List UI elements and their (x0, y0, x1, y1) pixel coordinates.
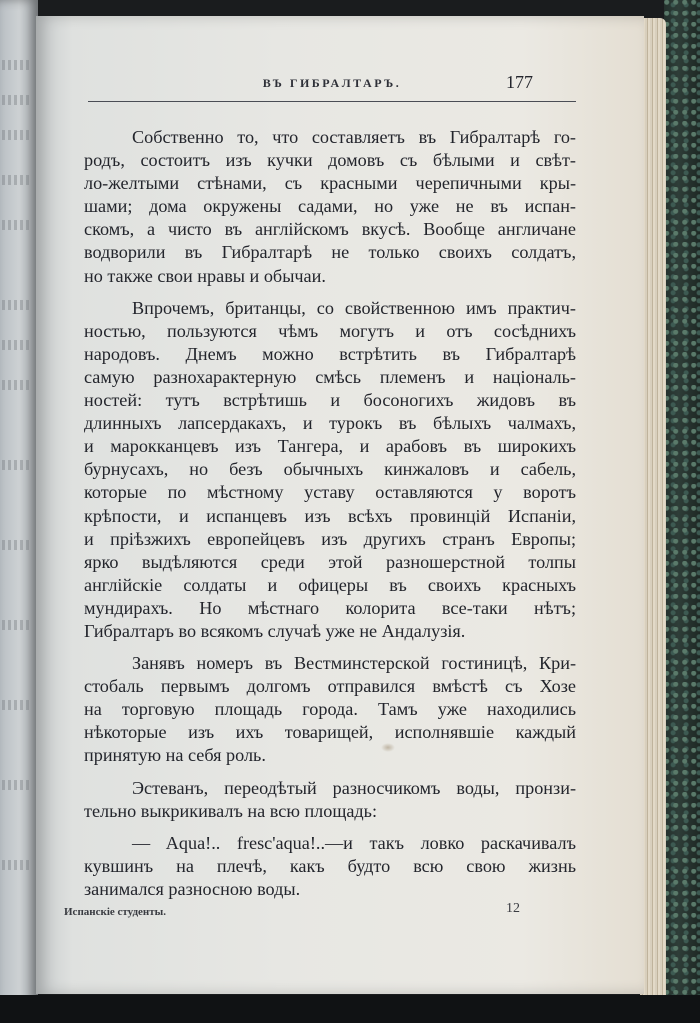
text-line: самую разнохарактерную смѣсь племенъ и національ- (84, 366, 576, 387)
text-line: на торговую площадь города. Тамъ уже находились (84, 699, 576, 720)
paper-stain (381, 743, 395, 752)
text-line: родъ, состоитъ изъ кучки домовъ съ бѣлыми и свѣт- (84, 150, 576, 171)
text-line: крѣпости, и испанцевъ изъ всѣхъ провинцій Испаніи, (84, 505, 576, 526)
running-title: ВЪ ГИБРАЛТАРЪ. (262, 76, 402, 90)
paragraph (84, 652, 576, 767)
text-line: скомъ, а чисто въ англійскомъ вкусѣ. Вообще англичане (84, 219, 576, 240)
background-bottom (0, 995, 700, 1023)
paragraph (84, 777, 576, 823)
previous-page-edge (0, 0, 38, 1023)
text-line: англійскіе солдаты и офицеры въ своихъ красныхъ (84, 574, 576, 595)
signature-number: 12 (506, 901, 520, 916)
text-line: ярко выдѣляются среди этой разношерстной толпы (84, 551, 576, 572)
text-line: ностью, пользуются чѣмъ могутъ и отъ сосѣднихъ (84, 320, 576, 341)
text-line: Впрочемъ, британцы, со свойственною имъ практич- (132, 297, 576, 318)
text-line: которые по мѣстному уставу оставляются у воротъ (84, 482, 576, 503)
book-cover-marbled (664, 0, 700, 1023)
text-line: тельно выкрикивалъ на всю площадь: (84, 800, 378, 821)
text-line: водворили въ Гибралтарѣ не только своихъ солдатъ, (84, 242, 576, 263)
text-line: нѣкоторые изъ ихъ товарищей, исполнявшіе каждый (84, 722, 576, 743)
text-line: ностей: тутъ встрѣтишь и босоногихъ жидовъ въ (84, 390, 576, 411)
text-line: Занявъ номеръ въ Вестминстерской гостиницѣ, Кри- (132, 653, 576, 674)
text-line: принятую на себя роль. (84, 745, 266, 766)
text-line: и марокканцевъ изъ Тангера, и арабовъ въ широкихъ (84, 436, 576, 457)
text-line: Эстеванъ, переодѣтый разносчикомъ воды, пронзи- (132, 777, 576, 798)
text-line: Гибралтаръ во всякомъ случаѣ уже не Андалузія. (84, 620, 466, 641)
text-line: народовъ. Днемъ можно встрѣтить въ Гибралтарѣ (84, 343, 576, 364)
text-line: мундирахъ. Но мѣстнаго колорита все-таки нѣтъ; (84, 597, 576, 618)
text-line: ло-желтыми стѣнами, съ красными черепичными кры- (84, 173, 576, 194)
text-line: стобаль первымъ долгомъ отправился вмѣстѣ съ Хозе (84, 676, 576, 697)
page-number: 177 (506, 72, 533, 92)
text-line: и пріѣзжихъ европейцевъ изъ другихъ странъ Европы; (84, 528, 576, 549)
text-line: кувшинъ на плечѣ, какъ будто всю свою жизнь (84, 855, 576, 876)
footer-signature-title: Испанскіе студенты. (64, 906, 166, 918)
header-rule (88, 101, 576, 102)
text-line: но также свои нравы и обычаи. (84, 265, 326, 286)
paragraph (84, 832, 576, 901)
body-text (84, 126, 576, 910)
text-line: бурнусахъ, но безъ обычныхъ кинжаловъ и сабель, (84, 459, 576, 480)
book-page (36, 16, 644, 994)
text-line: занимался разносною воды. (84, 878, 301, 899)
text-line: длинныхъ лапсердакахъ, и турокъ въ бѣлыхъ чалмахъ, (84, 413, 576, 434)
text-line: — Aqua!.. fresc'aqua!..—и такъ ловко раскачивалъ (132, 832, 576, 853)
text-line: Собственно то, что составляетъ въ Гибралтарѣ го- (132, 127, 576, 147)
paragraph (84, 126, 576, 288)
text-line: шами; дома окружены садами, но уже не въ испан- (84, 196, 576, 217)
paragraph (84, 297, 576, 643)
